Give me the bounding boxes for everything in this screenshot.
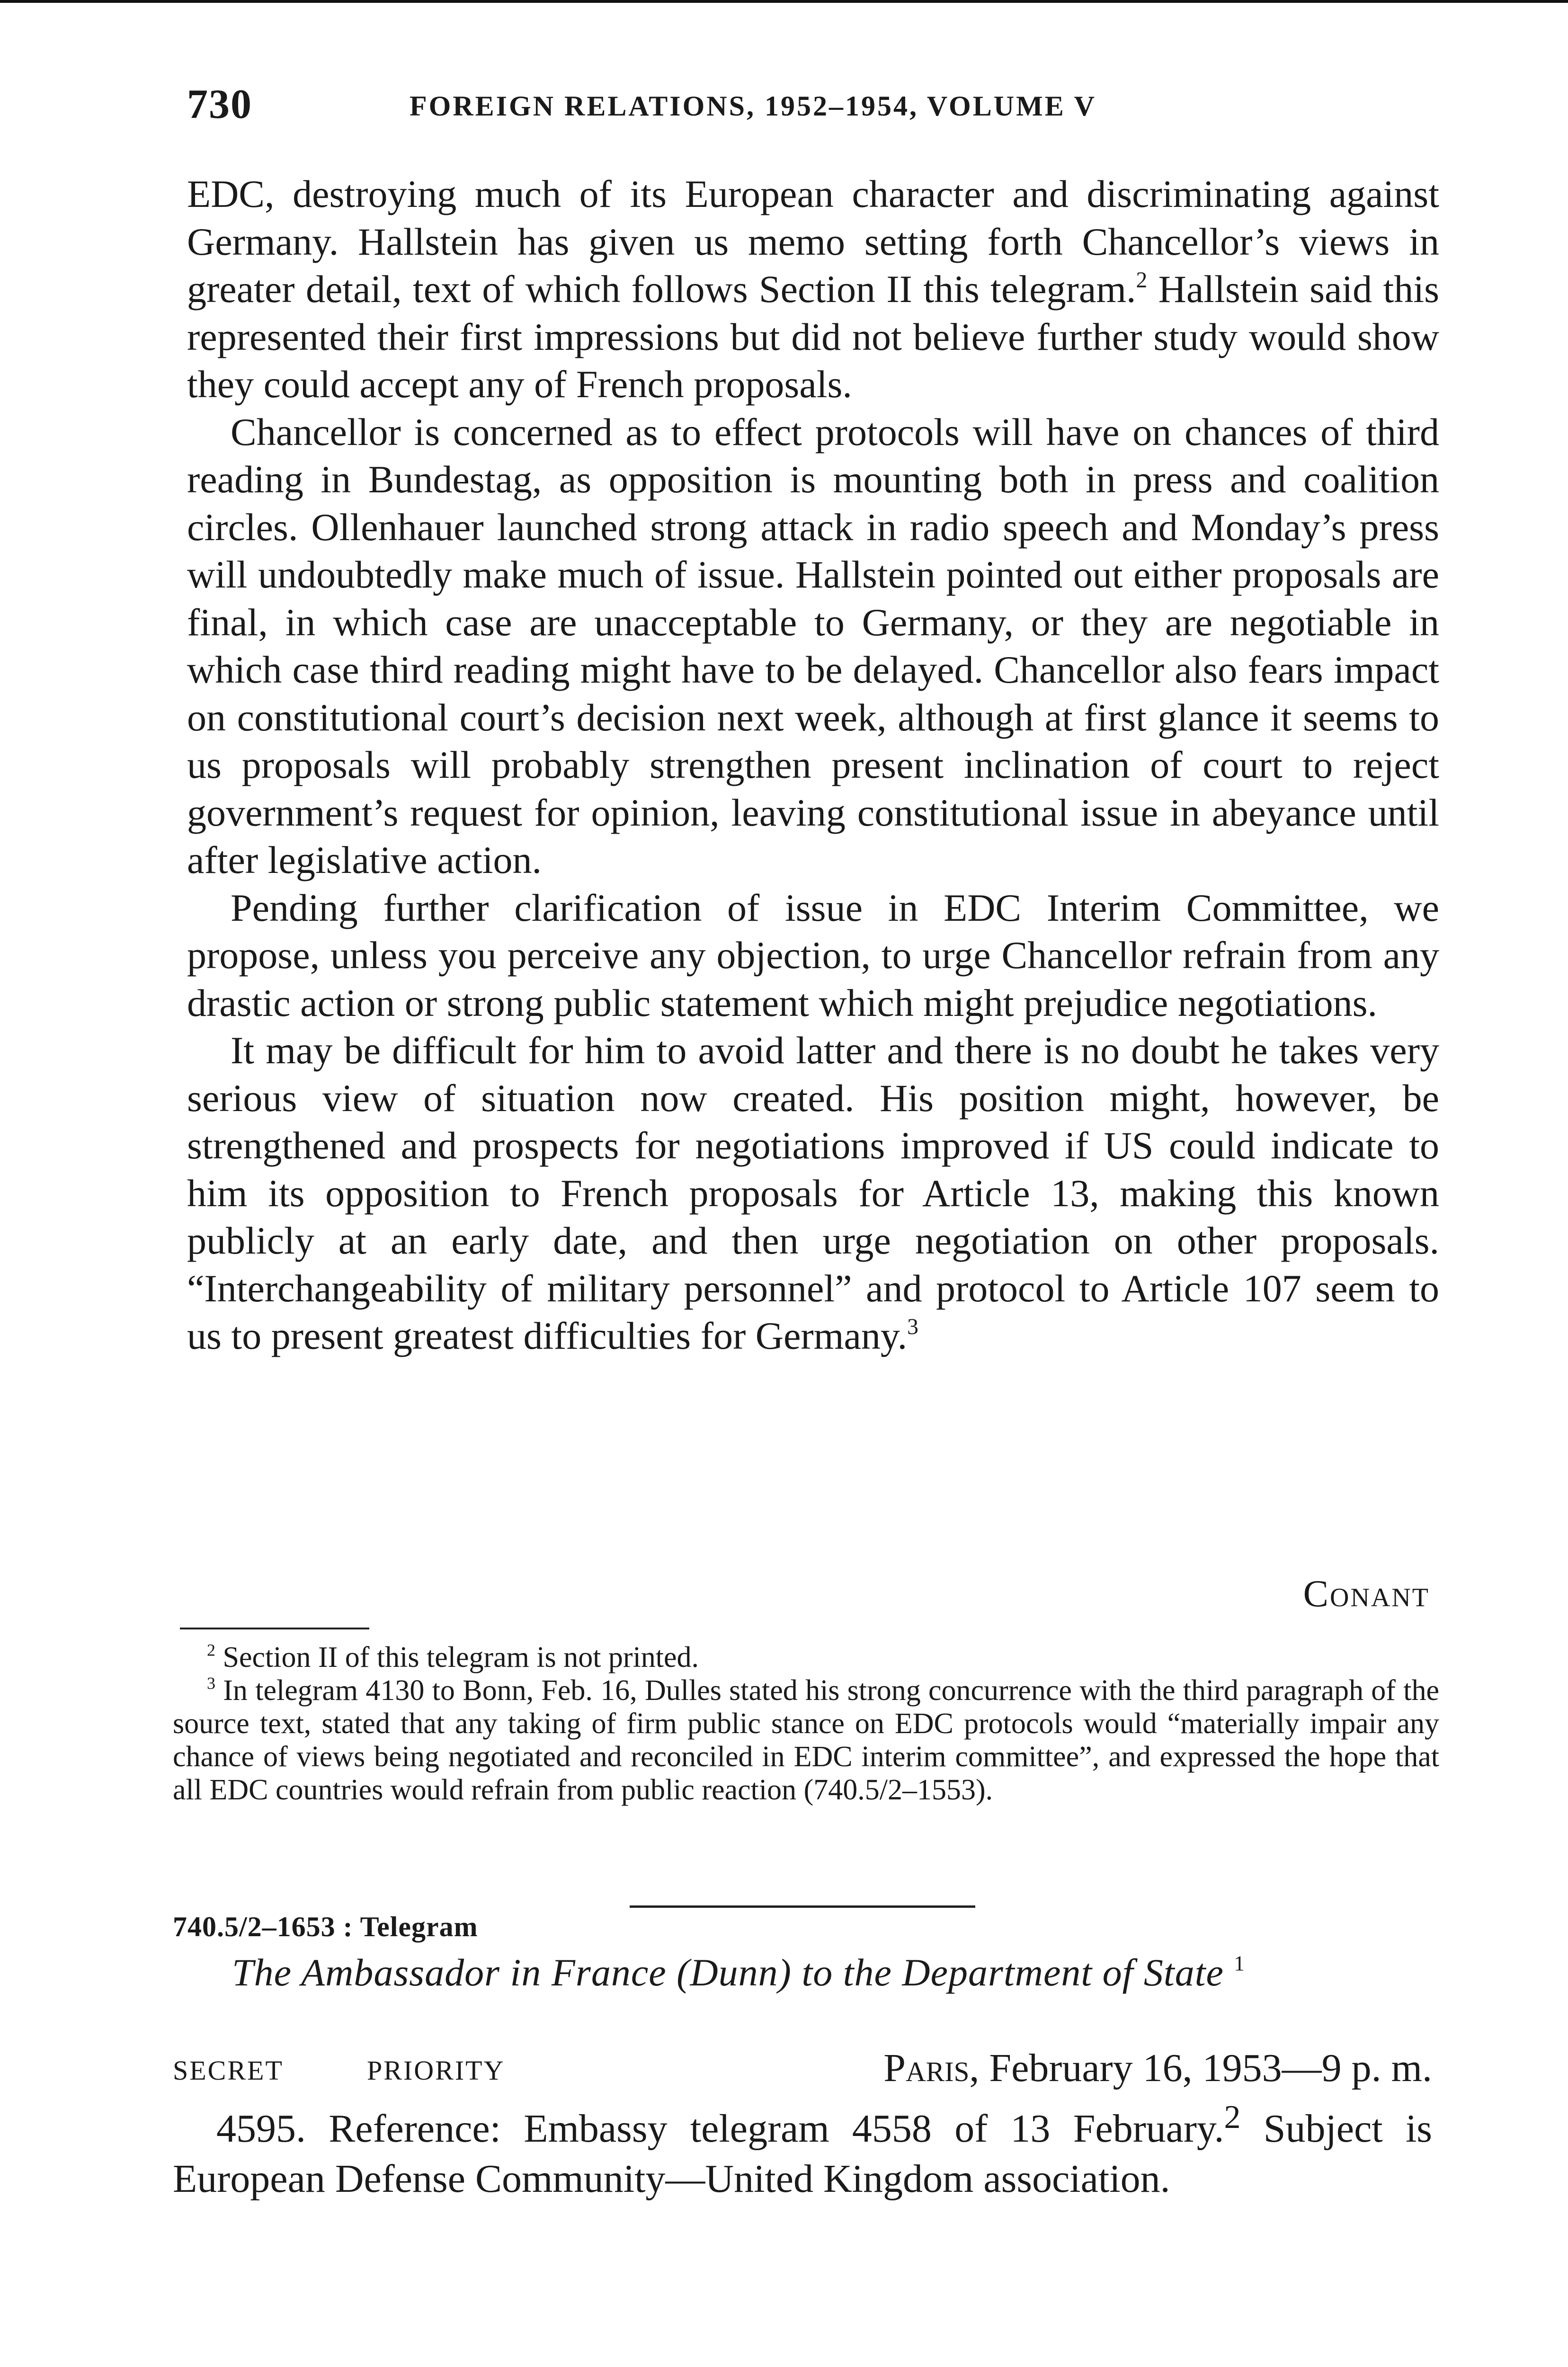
telegram-continuation-text (187, 170, 1439, 1360)
priority-label: PRIORITY (367, 2055, 505, 2086)
document-title: The Ambassador in France (Dunn) to the Department of State $^1$ (232, 1951, 1245, 1994)
classification-label: SECRET (173, 2055, 284, 2086)
footnote-ref-3: 3 (907, 1315, 918, 1340)
dateline: Paris, February 16, 1953—9 p. m. (883, 2046, 1432, 2090)
file-reference: 740.5/2–1653 : Telegram (173, 1911, 478, 1942)
paragraph-1: EDC, destroying much of its European character and discriminating against Germany. Hallstein has given us memo setting forth Chancellor’s views in greater detail, text of which follows Section II this telegram.$^2$ Hallstein said this represented their first impressions but did not believe further study would show they could accept any of French proposals. (187, 172, 1439, 406)
page-number: 730 (187, 81, 252, 127)
footnotes-first-document (173, 1641, 1439, 1806)
paragraph-3: Pending further clarification of issue in EDC Interim Committee, we propose, unless you perceive any objection, to urge Chancellor refrain from any drastic action or strong public statement which might prejudice negotiations. (187, 886, 1439, 1024)
title-footnote-ref: 1 (1234, 1951, 1245, 1975)
document-separator (630, 1905, 975, 1908)
running-title: FOREIGN RELATIONS, 1952–1954, VOLUME V (410, 90, 1096, 122)
telegram-paragraph: 4595. Reference: Embassy telegram 4558 of 13 February.$^2$ Subject is European Defense Community—United Kingdom association. (173, 2099, 1432, 2201)
signature: Conant (1303, 1573, 1430, 1615)
telegram-text (173, 2092, 1432, 2204)
classification-line (173, 2045, 1432, 2092)
footnote-ref-2: 2 (1136, 268, 1148, 293)
paragraph-4: It may be difficult for him to avoid latter and there is no doubt he takes very serious view of situation now created. His position might, however, be strengthened and prospects for negotiations improved if US could indicate to him its opposition to French proposals for Article 13, making this known publicly at an early date, and then urge negotiation on other proposals. “Interchangeability of military personnel” and protocol to Article 107 seem to us to present greatest difficulties for Germany.$^3$ (187, 1029, 1439, 1357)
footnote-2: $^2$ Section II of this telegram is not printed. (207, 1640, 699, 1673)
footnote-ref-2b: 2 (1224, 2099, 1241, 2136)
paragraph-2: Chancellor is concerned as to effect protocols will have on chances of third reading in Bundestag, as opposition is mounting both in press and coalition circles. Ollenhauer launched strong attack in radio speech and Monday’s press will undoubtedly make much of issue. Hallstein pointed out either proposals are final, in which case are unacceptable to Germany, or they are negotiable in which case third reading might have to be delayed. Chancellor also fears impact on constitutional court’s decision next week, although at first glance it seems to us proposals will probably strengthen present inclination of court to reject government’s request for opinion, leaving constitutional issue in abeyance until after legislative action. (187, 410, 1439, 881)
footnote-divider (180, 1628, 369, 1629)
page-header (187, 80, 1437, 137)
top-border (0, 0, 1568, 3)
footnote-3: $^3$ In telegram 4130 to Bonn, Feb. 16, Dulles stated his strong concurrence with the third paragraph of the source text, stated that any taking of firm public stance on EDC protocols would “materially impair any chance of views being negotiated and reconciled in EDC interim committee”, and expressed the hope that all EDC countries would refrain from public reaction (740.5/2–1553). (173, 1673, 1439, 1806)
